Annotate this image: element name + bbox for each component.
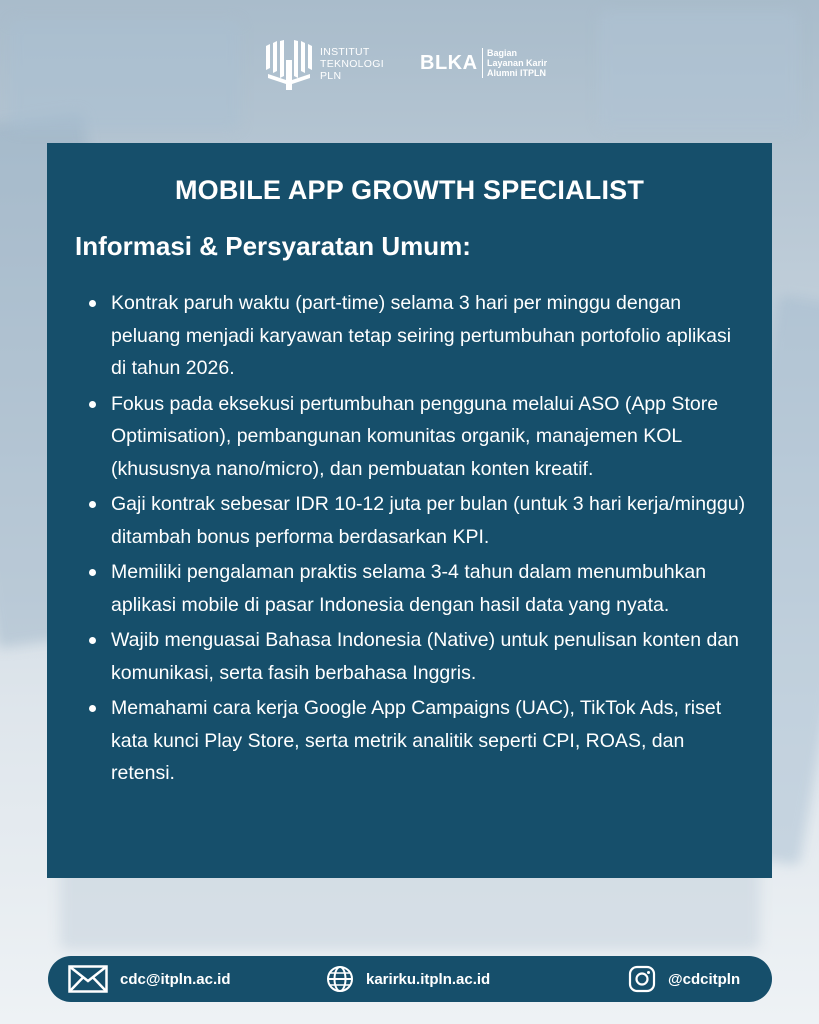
bullet-icon	[89, 637, 96, 644]
header-logos	[0, 36, 819, 96]
requirements-list	[87, 287, 747, 793]
institution-line: INSTITUT	[320, 46, 370, 58]
instagram-icon	[628, 965, 656, 993]
itpln-logo	[264, 38, 384, 90]
bullet-icon	[89, 705, 96, 712]
requirement-text: Memiliki pengalaman praktis selama 3-4 tahun dalam menumbuhkan aplikasi mobile di pasar Indonesia dengan hasil data yang nyata.	[111, 561, 707, 616]
globe-icon	[326, 965, 354, 993]
website-label: karirku.itpln.ac.id	[366, 970, 491, 988]
requirement-text: Memahami cara kerja Google App Campaigns (UAC), TikTok Ads, riset kata kunci Play Store, serta metrik analitik seperti CPI, ROAS, dan retensi.	[111, 697, 722, 784]
website-contact[interactable]	[326, 956, 490, 1002]
requirement-item	[87, 287, 747, 385]
requirement-item	[87, 624, 747, 689]
requirement-text: Kontrak paruh waktu (part-time) selama 3 hari per minggu dengan peluang menjadi karyawan tetap seiring pertumbuhan portofolio aplikasi di tahun 2026.	[111, 292, 732, 379]
institution-line: TEKNOLOGI	[320, 58, 384, 70]
requirement-item	[87, 556, 747, 621]
requirement-item	[87, 388, 747, 486]
bullet-icon	[89, 501, 96, 508]
bullet-icon	[89, 401, 96, 408]
institution-name	[320, 46, 384, 82]
job-title: MOBILE APP GROWTH SPECIALIST	[174, 175, 645, 205]
blka-sub-line: Alumni ITPLN	[487, 68, 547, 78]
itpln-emblem-icon	[264, 38, 314, 90]
bullet-icon	[89, 569, 96, 576]
email-contact[interactable]	[68, 956, 230, 1002]
blka-logo	[420, 48, 547, 78]
requirement-text: Fokus pada eksekusi pertumbuhan pengguna melalui ASO (App Store Optimisation), pembangunan komunitas organik, manajemen KOL (khususnya nano/micro), dan pembuatan konten kreatif.	[111, 392, 719, 480]
contact-bar	[48, 956, 772, 1002]
requirement-text: Gaji kontrak sebesar IDR 10-12 juta per bulan (untuk 3 hari kerja/minggu) ditambah bonus performa berdasarkan KPI.	[111, 493, 746, 548]
section-title: Informasi & Persyaratan Umum:	[75, 231, 471, 261]
blka-sub-line: Layanan Karir	[487, 58, 548, 68]
instagram-label: @cdcitpln	[668, 970, 741, 988]
institution-line: PLN	[320, 70, 342, 82]
divider	[482, 48, 484, 78]
instagram-contact[interactable]	[628, 956, 740, 1002]
bullet-icon	[89, 300, 96, 307]
job-card	[47, 143, 772, 878]
requirement-item	[87, 488, 747, 553]
blka-sub-line: Bagian	[487, 48, 518, 58]
envelope-icon	[68, 965, 108, 993]
requirement-item	[87, 692, 747, 790]
email-label: cdc@itpln.ac.id	[120, 970, 231, 988]
blka-subtitle	[487, 48, 547, 78]
requirement-text: Wajib menguasai Bahasa Indonesia (Native) untuk penulisan konten dan komunikasi, serta fasih berbahasa Inggris.	[111, 629, 740, 684]
blka-name: BLKA	[420, 51, 478, 74]
